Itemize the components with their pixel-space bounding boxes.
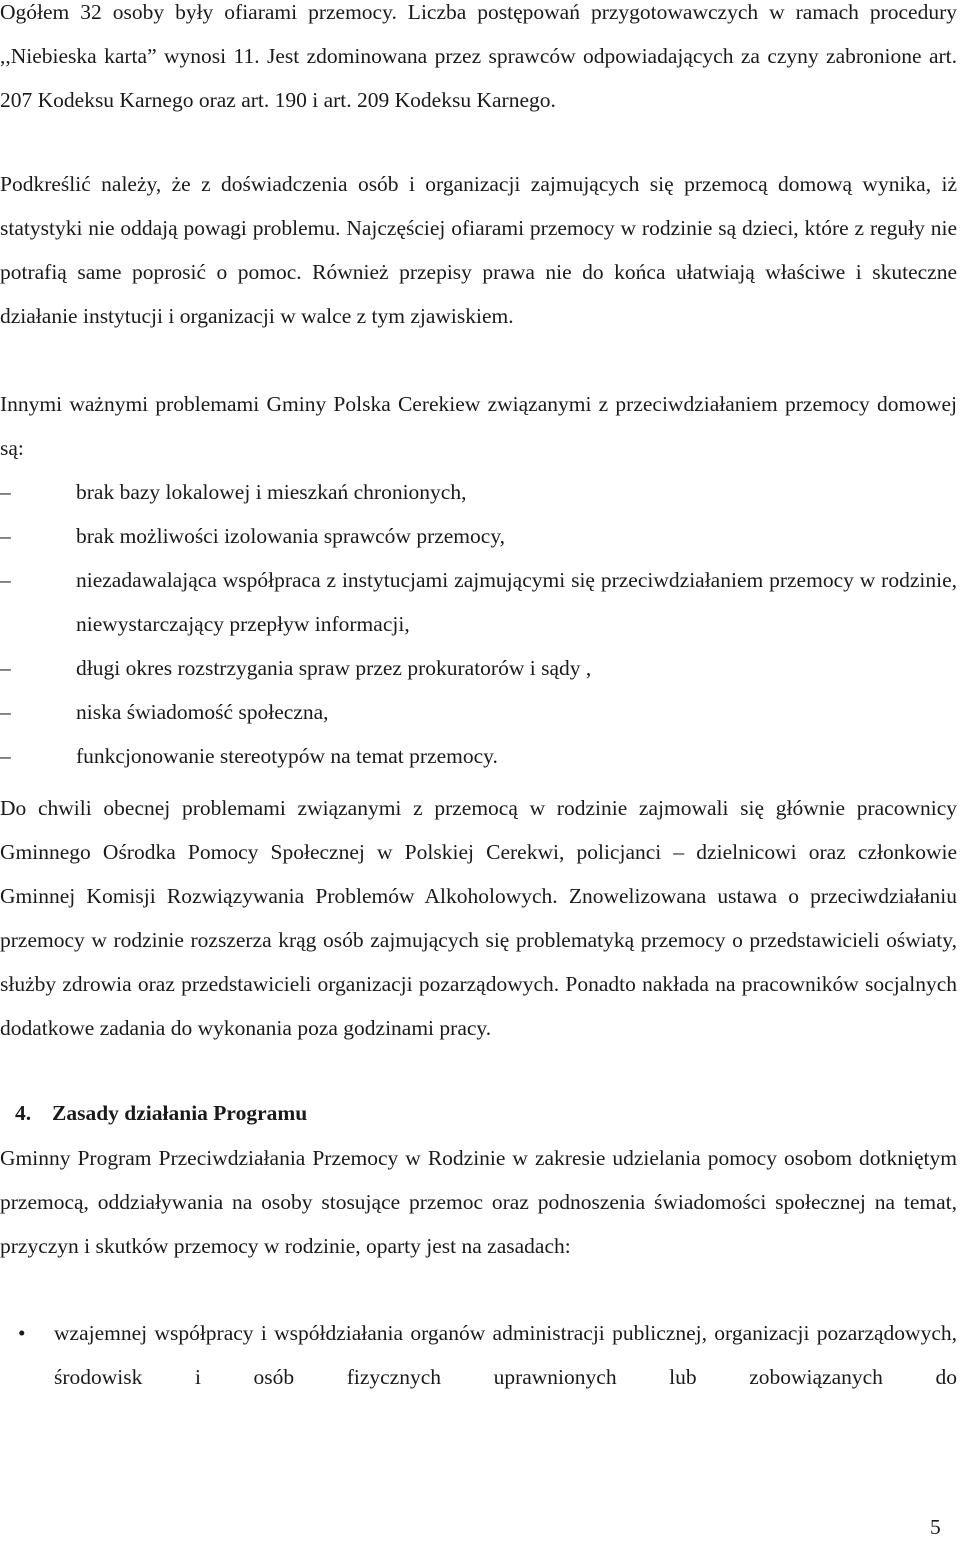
dash-marker: – — [0, 524, 11, 548]
list-item — [0, 734, 957, 778]
list-item-text: funkcjonowanie stereotypów na temat przemocy. — [76, 744, 498, 768]
principles-list — [0, 1311, 957, 1399]
list-item — [0, 558, 957, 646]
paragraph-4: Do chwili obecnej problemami związanymi z przemocą w rodzinie zajmowali się głównie pracownicy Gminnego Ośrodka Pomocy Społecznej w Polskiej Cerekwi, policjanci – dzielnicowi oraz członkowie Gminnej Komisji Rozwiązywania Problemów Alkoholowych. Znowelizowana ustawa o przeciwdziałaniu przemocy w rodzinie rozszerza krąg osób zajmujących się problematyką przemocy o przedstawicieli oświaty, służby zdrowia oraz przedstawicieli organizacji pozarządowych. Ponadto nakłada na pracowników socjalnych dodatkowe zadania do wykonania poza godzinami pracy. — [0, 796, 957, 1040]
dash-marker: – — [0, 700, 11, 724]
list-item — [0, 514, 957, 558]
list-item-text: długi okres rozstrzygania spraw przez prokuratorów i sądy , — [76, 656, 592, 680]
paragraph-1: Ogółem 32 osoby były ofiarami przemocy. Liczba postępowań przygotowawczych w ramach procedury ,,Niebieska karta” wynosi 11. Jest zdominowana przez sprawców odpowiadających za czyny zabronione art. 207 Kodeksu Karnego oraz art. 190 i art. 209 Kodeksu Karnego. — [0, 0, 957, 112]
list-item-text: niezadawalająca współpraca z instytucjami zajmującymi się przeciwdziałaniem przemocy w rodzinie, niewystarczający przepływ informacji, — [76, 568, 957, 636]
list-item-text: brak możliwości izolowania sprawców przemocy, — [76, 524, 506, 548]
paragraph-3: Innymi ważnymi problemami Gminy Polska Cerekiew związanymi z przeciwdziałaniem przemocy domowej są: — [0, 392, 957, 460]
paragraph-5: Gminny Program Przeciwdziałania Przemocy w Rodzinie w zakresie udzielania pomocy osobom dotkniętym przemocą, oddziaływania na osoby stosujące przemoc oraz podnoszenia świadomości społecznej na temat, przyczyn i skutków przemocy w rodzinie, oparty jest na zasadach: — [0, 1146, 957, 1258]
list-item — [0, 690, 957, 734]
dash-marker: – — [0, 568, 11, 592]
section-number: 4. — [15, 1101, 32, 1125]
list-item-text: wzajemnej współpracy i współdziałania organów administracji publicznej, organizacji pozarządowych, środowisk i osób fizycznych uprawnionych lub zobowiązanych do — [54, 1321, 957, 1389]
dash-marker: – — [0, 656, 11, 680]
bullet-marker: • — [18, 1321, 26, 1345]
problems-list — [0, 470, 957, 778]
dash-marker: – — [0, 480, 11, 504]
dash-marker: – — [0, 744, 11, 768]
list-item — [0, 1311, 957, 1399]
section-title: Zasady działania Programu — [52, 1101, 308, 1125]
list-item — [0, 646, 957, 690]
list-item — [0, 470, 957, 514]
page-number: 5 — [930, 1515, 941, 1539]
section-heading — [0, 1091, 960, 1135]
paragraph-2: Podkreślić należy, że z doświadczenia osób i organizacji zajmujących się przemocą domową wynika, iż statystyki nie oddają powagi problemu. Najczęściej ofiarami przemocy w rodzinie są dzieci, które z reguły nie potrafią same poprosić o pomoc. Również przepisy prawa nie do końca ułatwiają właściwe i skuteczne działanie instytucji i organizacji w walce z tym zjawiskiem. — [0, 172, 957, 328]
list-item-text: niska świadomość społeczna, — [76, 700, 329, 724]
list-item-text: brak bazy lokalowej i mieszkań chronionych, — [76, 480, 467, 504]
